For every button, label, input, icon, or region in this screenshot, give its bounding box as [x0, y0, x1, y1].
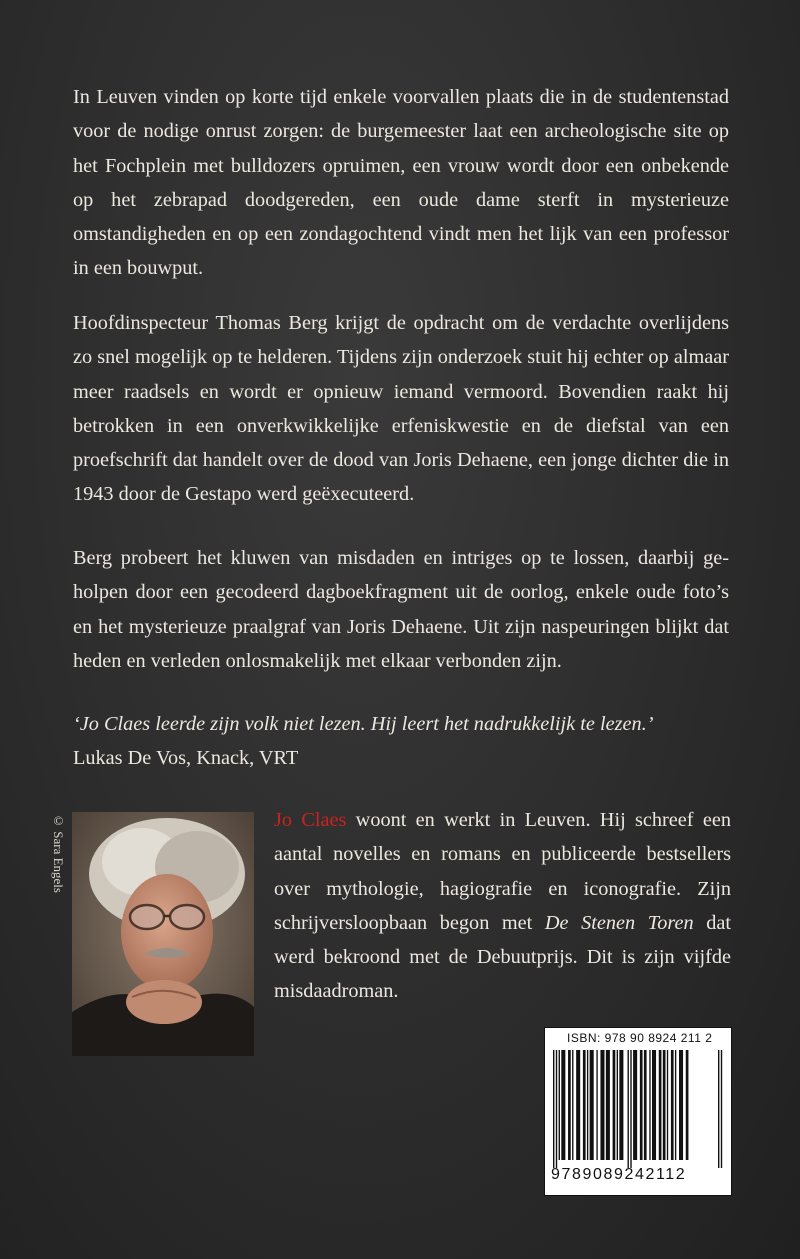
barcode-bar: [600, 1050, 604, 1160]
barcode-bar: [667, 1050, 668, 1160]
barcode-bar: [596, 1050, 597, 1160]
blurb-paragraph-2: [73, 306, 729, 512]
bio-text-1: woont en werkt in Leuven. Hij schreef een aantal novelles en romans en publiceerde bestsellers over mythologie, hagiografie en iconografie. Zijn schrijversloopbaan begon met: [274, 809, 731, 934]
bio-text-2: dat werd bekroond met de Debuutprijs. Dit is zijn vijfde misdaadroman.: [274, 911, 731, 1003]
blurb-paragraph-1-text: In Leuven vinden op korte tijd enkele voorvallen plaats die in de studentenstad voor de nodige onrust zorgen: de burgemeester laat een archeologische site op het Fochplein met bulldozers opruimen, een vrouw wordt door een onbekende op het zebrapad doodgereden, een oude dame sterft in mysterieuze omstandigheden en op een zondagochtend vindt men het lijk van een professor in een bouwput.: [73, 86, 729, 280]
quote-text: ‘Jo Claes leerde zijn volk niet lezen. Hij leert het nadrukkelijk te lezen.’: [73, 713, 654, 735]
review-quote: [73, 707, 753, 775]
barcode-bar: [561, 1050, 565, 1160]
blurb-paragraph-3: [73, 541, 729, 678]
barcode-bar: [568, 1050, 571, 1160]
blurb-paragraph-1: [73, 80, 729, 286]
barcode-bar: [675, 1050, 676, 1160]
barcode-bar: [590, 1050, 594, 1160]
author-name: Jo Claes: [274, 809, 347, 831]
barcode-bar: [619, 1050, 623, 1160]
author-portrait-illustration: [72, 812, 254, 1056]
barcode-bar: [679, 1050, 683, 1160]
barcode-bar: [630, 1050, 631, 1168]
barcode-bar: [686, 1050, 689, 1160]
barcode-bar: [553, 1050, 554, 1168]
barcode-bar: [633, 1050, 637, 1160]
barcode-bar: [617, 1050, 618, 1160]
book-title: De Stenen Toren: [544, 911, 694, 934]
isbn-barcode: [544, 1027, 732, 1196]
author-bio: [274, 803, 731, 1009]
blurb-paragraph-2-text: Hoofdinspecteur Thomas Berg krijgt de opdracht om de verdachte overlijdens zo snel mogelijk op te helderen. Tijdens zijn onderzoek stuit hij echter op almaar meer raadsels en wordt er opnieuw iemand vermoord. Bovendien raakt hij betrokken in een onverkwikkelijke erfeniskwestie en de diefstal van een proefschrift dat handelt over de dood van Joris Dehaene, een jonge dichter die in 1943 door de Gestapo werd geëxecuteerd.: [73, 312, 729, 506]
barcode-bar: [583, 1050, 586, 1160]
barcode-bar: [721, 1050, 722, 1168]
barcode-bar: [559, 1050, 560, 1160]
barcode-bar: [576, 1050, 580, 1160]
barcode-bar: [613, 1050, 616, 1160]
barcode-bar: [628, 1050, 629, 1168]
barcode-bar: [649, 1050, 650, 1160]
isbn-label: ISBN: 978 90 8924 211 2: [567, 1031, 713, 1045]
photo-credit: © Sara Engels: [51, 813, 66, 893]
quote-attribution: Lukas De Vos, Knack, VRT: [73, 747, 299, 769]
barcode-bar: [718, 1050, 719, 1168]
barcode-bar: [640, 1050, 643, 1160]
barcode-digits: 9789089242112: [551, 1166, 687, 1183]
barcode-bar: [652, 1050, 656, 1160]
barcode-bars: [551, 1050, 725, 1168]
author-photo: [72, 812, 254, 1056]
blurb-paragraph-3-text: Berg probeert het kluwen van misdaden en intriges op te lossen, daarbij geholpen door een gecodeerd dagboekfragment uit de oorlog, enkele oude foto’s en het mysterieuze praalgraf van Joris Dehaene. Uit zijn naspeuringen blijkt dat heden en verleden onlosmakelijk met elkaar verbonden zijn.: [73, 547, 729, 672]
barcode-bar: [606, 1050, 610, 1160]
barcode-bar: [572, 1050, 573, 1160]
barcode-bar: [556, 1050, 557, 1168]
barcode-bar: [644, 1050, 647, 1160]
barcode-bar: [671, 1050, 674, 1160]
barcode-bar: [659, 1050, 662, 1160]
barcode-bar: [587, 1050, 588, 1160]
barcode-bar: [663, 1050, 666, 1160]
